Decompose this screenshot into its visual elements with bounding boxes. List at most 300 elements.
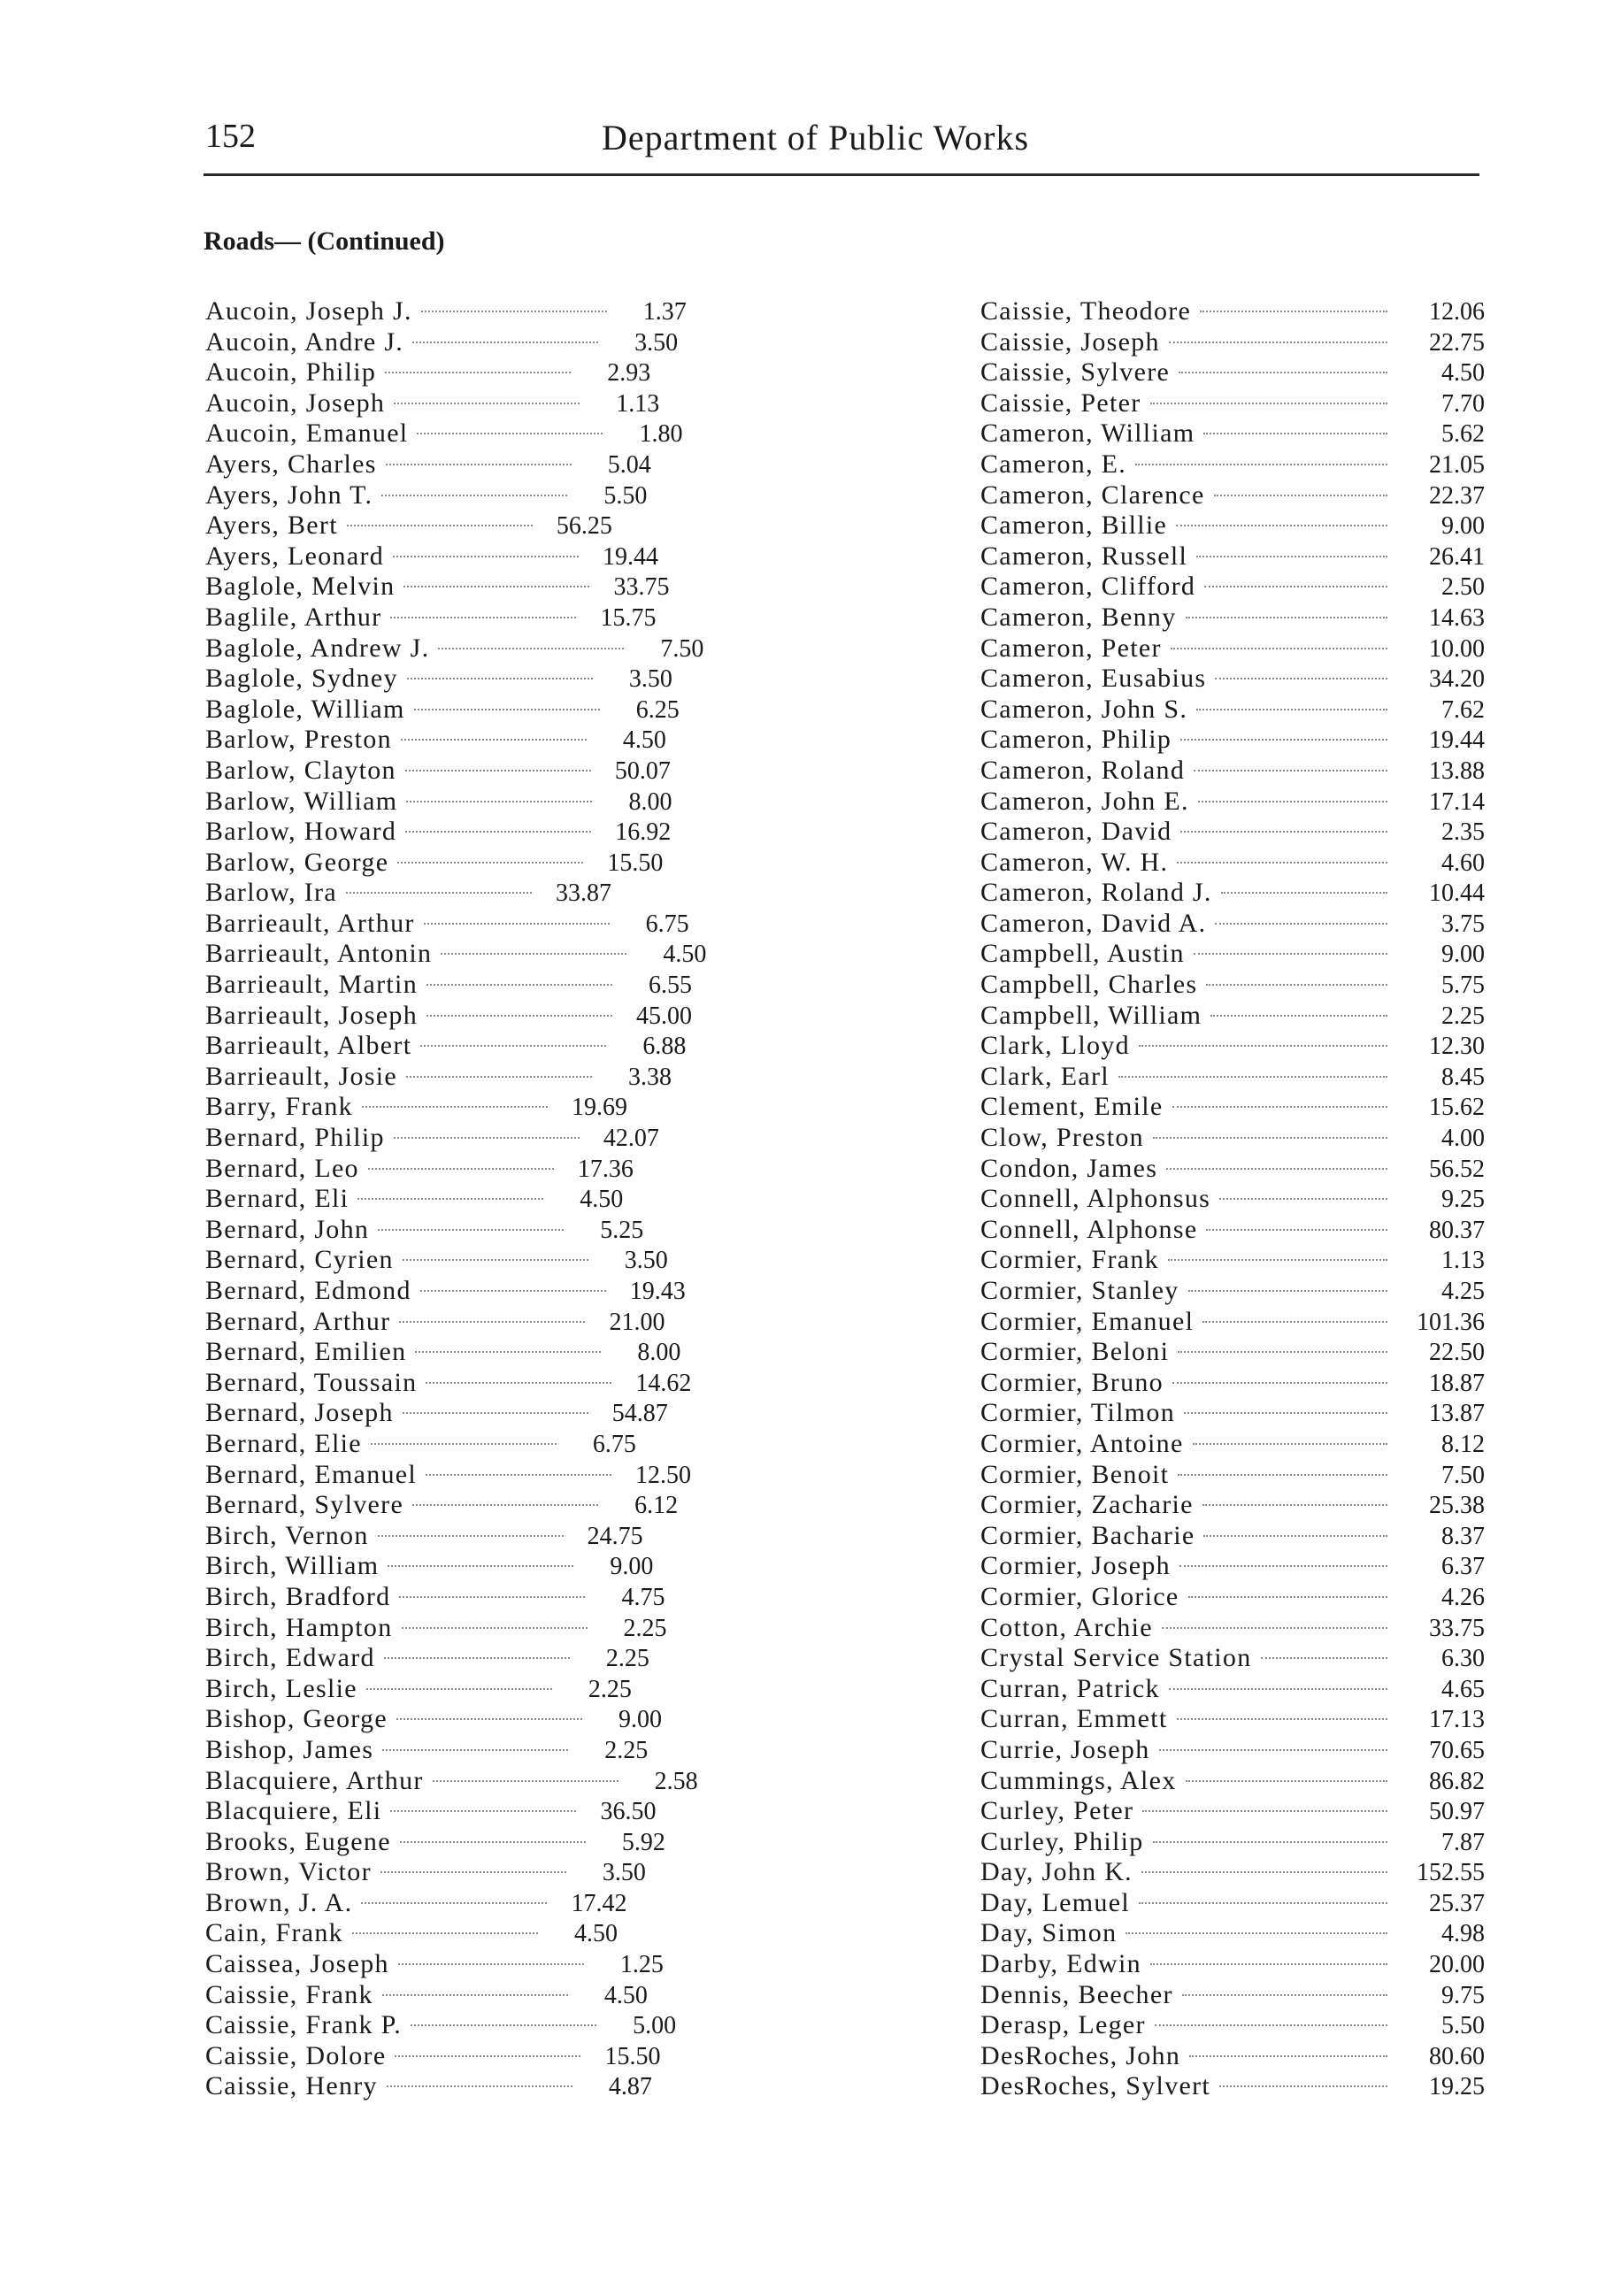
dot-leader (424, 923, 610, 925)
payee-name: Cummings, Alex (980, 1765, 1177, 1795)
payee-name: Cormier, Bacharie (980, 1520, 1195, 1550)
dot-leader (397, 862, 583, 864)
payee-name: Day, Lemuel (980, 1887, 1130, 1917)
payment-amount: 22.75 (1429, 328, 1485, 357)
payment-amount: 17.14 (1429, 787, 1485, 816)
list-item (205, 1888, 754, 1919)
dot-leader (1179, 372, 1387, 373)
payee-name: Cameron, Russell (980, 541, 1188, 571)
payment-amount: 3.38 (628, 1063, 672, 1091)
payment-amount: 33.87 (555, 879, 611, 908)
dot-leader (380, 1871, 566, 1873)
payment-amount: 9.25 (1441, 1186, 1485, 1214)
list-item (205, 909, 754, 940)
dot-leader (1177, 862, 1387, 864)
payment-amount: 2.58 (654, 1767, 698, 1795)
payee-name: Cameron, W. H. (980, 847, 1169, 877)
payment-amount: 2.25 (1441, 1002, 1485, 1030)
payee-name: Cameron, Benny (980, 602, 1177, 632)
list-item (205, 1398, 754, 1429)
payment-amount: 25.38 (1429, 1492, 1485, 1520)
list-item (980, 1429, 1485, 1460)
dot-leader (1261, 1657, 1387, 1659)
payment-amount: 12.06 (1429, 298, 1485, 326)
payment-amount: 8.37 (1441, 1522, 1485, 1550)
payee-name: Barrieault, Arthur (205, 908, 415, 938)
payee-name: Cormier, Benoit (980, 1459, 1170, 1489)
payment-amount: 45.00 (636, 1002, 693, 1030)
payment-amount: 9.00 (618, 1706, 662, 1734)
list-item (980, 449, 1485, 480)
payment-amount: 101.36 (1417, 1308, 1485, 1336)
dot-leader (346, 892, 532, 894)
dot-leader (406, 1076, 592, 1078)
payee-name: Cameron, Clifford (980, 572, 1196, 602)
dot-leader (405, 831, 591, 833)
list-item (980, 1582, 1485, 1613)
payee-name: Blacquiere, Arthur (205, 1765, 424, 1795)
payment-amount: 6.30 (1441, 1645, 1485, 1673)
payment-amount: 3.75 (1441, 910, 1485, 938)
header-rule (204, 173, 1479, 176)
list-item (205, 878, 754, 909)
list-item (980, 1857, 1485, 1888)
list-item (980, 388, 1485, 419)
list-item (205, 1766, 754, 1797)
payment-amount: 2.50 (1441, 573, 1485, 602)
payee-name: Aucoin, Joseph J. (205, 296, 412, 326)
list-item (205, 634, 754, 664)
payee-name: Caissie, Frank P. (205, 2010, 403, 2040)
dot-leader (417, 433, 603, 434)
dot-leader (385, 372, 571, 373)
dot-leader (1188, 1290, 1387, 1292)
dot-leader (1150, 1963, 1387, 1965)
dot-leader (441, 953, 626, 955)
payment-amount: 86.82 (1429, 1767, 1485, 1795)
payment-amount: 9.00 (1441, 512, 1485, 541)
payment-amount: 50.97 (1429, 1798, 1485, 1826)
payment-amount: 5.92 (621, 1828, 665, 1856)
payment-amount: 16.92 (615, 818, 672, 847)
payee-name: Clark, Lloyd (980, 1031, 1130, 1061)
payee-name: Caissie, Frank (205, 1979, 373, 2009)
payment-amount: 6.75 (645, 910, 689, 938)
dot-leader (426, 1474, 611, 1476)
list-item (980, 1888, 1485, 1919)
payee-name: Baglole, Melvin (205, 572, 396, 602)
payment-amount: 56.52 (1429, 1155, 1485, 1183)
payee-name: Birch, Leslie (205, 1673, 357, 1703)
list-item (980, 1521, 1485, 1552)
list-item (980, 1613, 1485, 1644)
payee-name: Cameron, Philip (980, 725, 1172, 755)
list-item (980, 1980, 1485, 2011)
payment-amount: 4.65 (1441, 1675, 1485, 1703)
payment-amount: 22.37 (1429, 481, 1485, 510)
dot-leader (394, 403, 580, 404)
dot-leader (386, 464, 572, 465)
list-item (980, 480, 1485, 511)
payment-amount: 4.50 (573, 1920, 618, 1948)
list-item (205, 664, 754, 695)
dot-leader (1194, 770, 1387, 772)
payment-amount: 1.80 (639, 420, 683, 449)
dot-leader (1198, 801, 1387, 802)
payment-amount: 2.25 (623, 1614, 667, 1642)
list-item (980, 1276, 1485, 1307)
payment-amount: 2.25 (605, 1645, 649, 1673)
payment-amount: 19.43 (629, 1278, 686, 1305)
list-item (980, 1031, 1485, 1062)
payee-name: DesRoches, Sylvert (980, 2071, 1211, 2101)
dot-leader (414, 709, 600, 710)
list-item (980, 1062, 1485, 1093)
dot-leader (1202, 1504, 1387, 1506)
payee-name: Bernard, John (205, 1214, 370, 1244)
payment-amount: 5.75 (1441, 971, 1485, 1000)
payment-amount: 4.26 (1441, 1583, 1485, 1611)
payment-amount: 5.25 (600, 1216, 644, 1244)
list-item (980, 1490, 1485, 1521)
dot-leader (433, 1780, 618, 1782)
dot-leader (361, 1902, 547, 1904)
payment-amount: 33.75 (1429, 1614, 1485, 1642)
dot-leader (390, 617, 576, 618)
payee-name: Barlow, Preston (205, 725, 392, 755)
payment-amount: 7.62 (1441, 695, 1485, 724)
list-item (980, 1001, 1485, 1032)
payment-amount: 50.07 (614, 756, 671, 785)
list-item (980, 2041, 1485, 2072)
list-item (205, 1062, 754, 1093)
dot-leader (1206, 1229, 1387, 1231)
payment-amount: 4.50 (1441, 359, 1485, 388)
payee-name: Cormier, Zacharie (980, 1490, 1194, 1520)
list-item (980, 787, 1485, 818)
payment-amount: 4.50 (603, 1981, 648, 2009)
payment-amount: 54.87 (611, 1400, 668, 1428)
payment-amount: 4.75 (621, 1583, 665, 1611)
list-item (205, 603, 754, 634)
list-item (980, 541, 1485, 572)
dot-leader (1179, 1565, 1387, 1567)
dot-leader (1193, 1443, 1387, 1445)
list-item (980, 756, 1485, 787)
payee-name: Birch, Vernon (205, 1520, 369, 1550)
payment-amount: 13.87 (1429, 1400, 1485, 1428)
payee-name: Day, Simon (980, 1918, 1118, 1948)
dot-leader (1142, 1810, 1387, 1812)
list-item (205, 1980, 754, 2011)
dot-leader (403, 1259, 588, 1261)
payment-amount: 33.75 (613, 573, 670, 602)
dot-leader (366, 1688, 552, 1690)
dot-leader (401, 739, 587, 741)
dot-leader (1178, 1474, 1387, 1476)
payee-name: Bernard, Edmond (205, 1276, 411, 1305)
dot-leader (399, 1321, 585, 1323)
payee-name: Cormier, Antoine (980, 1428, 1184, 1458)
payment-amount: 9.00 (1441, 941, 1485, 969)
dot-leader (378, 1535, 564, 1537)
dot-leader (1155, 2024, 1387, 2026)
payment-amount: 6.55 (649, 971, 692, 1000)
list-item (980, 1551, 1485, 1582)
list-item (205, 1307, 754, 1338)
payment-amount: 19.44 (603, 542, 659, 571)
list-item (205, 1582, 754, 1613)
payee-name: Baglole, Sydney (205, 664, 398, 694)
dot-leader (1200, 311, 1387, 312)
payment-amount: 8.45 (1441, 1063, 1485, 1091)
dot-leader (381, 495, 567, 496)
list-item (205, 1215, 754, 1246)
payment-amount: 17.42 (571, 1889, 627, 1917)
list-item (205, 419, 754, 449)
payment-amount: 9.00 (610, 1553, 654, 1581)
dot-leader (1184, 1412, 1387, 1414)
dot-leader (1219, 2085, 1387, 2087)
payment-amount: 6.75 (592, 1430, 636, 1458)
list-item (205, 1613, 754, 1644)
payee-name: Caissie, Sylvere (980, 357, 1171, 388)
payee-name: Baglole, Andrew J. (205, 633, 430, 663)
list-item (980, 1827, 1485, 1858)
payment-amount: 3.50 (602, 1859, 646, 1887)
payment-amount: 4.50 (663, 941, 707, 969)
list-item (980, 970, 1485, 1001)
list-item (205, 1521, 754, 1552)
payee-name: Bernard, Toussain (205, 1367, 418, 1397)
dot-leader (378, 1229, 564, 1231)
payment-amount: 4.87 (608, 2073, 652, 2101)
payee-name: Crystal Service Station (980, 1643, 1252, 1673)
list-item (980, 695, 1485, 726)
dot-leader (1203, 433, 1387, 434)
payee-name: Campbell, Austin (980, 939, 1185, 969)
dot-leader (420, 1045, 606, 1047)
payee-name: Cameron, John E. (980, 786, 1189, 816)
payment-amount: 80.37 (1429, 1216, 1485, 1244)
list-item (205, 2071, 754, 2102)
list-item (980, 1398, 1485, 1429)
payee-name: Cormier, Emanuel (980, 1306, 1195, 1336)
payment-amount: 10.44 (1429, 879, 1485, 908)
payee-name: Cameron, Clarence (980, 480, 1205, 510)
list-item (205, 1857, 754, 1888)
dot-leader (393, 556, 579, 557)
dot-leader (1135, 464, 1387, 465)
dot-leader (1171, 648, 1387, 649)
payee-name: Connell, Alphonsus (980, 1184, 1211, 1214)
payment-amount: 56.25 (556, 512, 612, 541)
dot-leader (415, 1351, 601, 1353)
payee-name: Day, John K. (980, 1857, 1133, 1887)
payment-amount: 2.25 (604, 1736, 649, 1764)
payee-name: Cameron, Roland (980, 755, 1186, 785)
dot-leader (403, 1412, 588, 1414)
dot-leader (1194, 953, 1387, 955)
list-item (980, 725, 1485, 756)
payee-name: Bernard, Cyrien (205, 1245, 394, 1275)
payment-amount: 14.63 (1429, 603, 1485, 632)
dot-leader (1204, 586, 1387, 587)
list-item (205, 1429, 754, 1460)
payee-name: Aucoin, Andre J. (205, 326, 404, 357)
dot-leader (1196, 556, 1387, 557)
payee-name: Barrieault, Albert (205, 1031, 412, 1061)
payee-name: Cameron, Eusabius (980, 664, 1207, 694)
list-item (205, 695, 754, 726)
list-item (980, 634, 1485, 664)
dot-leader (407, 678, 593, 680)
list-item (205, 1123, 754, 1154)
dot-leader (1188, 1596, 1387, 1598)
list-item (980, 1245, 1485, 1276)
list-item (980, 939, 1485, 970)
payee-name: Dennis, Beecher (980, 1979, 1173, 2009)
payee-name: Birch, Edward (205, 1643, 375, 1673)
payment-amount: 7.50 (1441, 1461, 1485, 1489)
payment-amount: 19.44 (1429, 726, 1485, 755)
list-item (980, 1460, 1485, 1491)
payee-name: Currie, Joseph (980, 1734, 1150, 1764)
dot-leader (426, 984, 612, 986)
payment-amount: 21.05 (1429, 450, 1485, 479)
dot-leader (1176, 525, 1387, 526)
payee-name: DesRoches, John (980, 2040, 1181, 2070)
dot-leader (387, 2085, 572, 2087)
payee-name: Bernard, Emanuel (205, 1459, 418, 1489)
payment-amount: 80.60 (1429, 2042, 1485, 2070)
list-item (980, 603, 1485, 634)
dot-leader (1215, 678, 1387, 680)
dot-leader (1139, 1902, 1387, 1904)
dot-leader (395, 2055, 580, 2057)
dot-leader (399, 1596, 585, 1598)
payee-name: Darby, Edwin (980, 1949, 1141, 1979)
payment-amount: 8.00 (628, 787, 672, 816)
list-item (205, 756, 754, 787)
list-item (205, 1031, 754, 1062)
list-item (980, 848, 1485, 879)
list-item (980, 1154, 1485, 1185)
payment-amount: 13.88 (1429, 756, 1485, 785)
payee-name: Bernard, Emilien (205, 1337, 407, 1367)
dot-leader (1141, 1871, 1387, 1873)
dot-leader (352, 1932, 538, 1934)
payment-amount: 3.50 (624, 1247, 668, 1275)
payment-amount: 34.20 (1429, 665, 1485, 694)
payment-amount: 5.00 (633, 2012, 677, 2040)
payee-name: Campbell, Charles (980, 970, 1198, 1000)
payment-amount: 19.25 (1429, 2073, 1485, 2101)
dot-leader (347, 525, 533, 526)
list-item (205, 1245, 754, 1276)
payee-name: Birch, Bradford (205, 1581, 391, 1611)
dot-leader (1177, 1718, 1388, 1720)
payment-amount: 4.50 (622, 726, 666, 755)
list-item (205, 1490, 754, 1521)
payee-name: Cameron, William (980, 419, 1195, 449)
list-item (205, 787, 754, 818)
payee-name: Barlow, Ira (205, 878, 337, 908)
list-item (205, 1551, 754, 1582)
dot-leader (1178, 1351, 1387, 1353)
list-item (205, 1796, 754, 1827)
payment-amount: 5.50 (603, 481, 648, 510)
dot-leader (412, 342, 598, 343)
dot-leader (362, 1106, 548, 1108)
dot-leader (1180, 831, 1387, 833)
payment-amount: 6.37 (1441, 1553, 1485, 1581)
payee-name: Blacquiere, Eli (205, 1796, 382, 1826)
section-heading: Roads— (Continued) (204, 227, 445, 256)
list-item (980, 511, 1485, 541)
list-item (980, 1092, 1485, 1123)
list-item (980, 878, 1485, 909)
payee-name: Cameron, Billie (980, 511, 1168, 541)
payee-name: Cormier, Beloni (980, 1337, 1170, 1367)
list-item (205, 1674, 754, 1705)
payee-name: Caissie, Dolore (205, 2040, 387, 2070)
dot-leader (1172, 1106, 1388, 1108)
payment-amount: 7.50 (660, 634, 704, 663)
list-item (980, 327, 1485, 358)
payment-amount: 42.07 (603, 1125, 659, 1153)
payment-amount: 4.25 (1441, 1278, 1485, 1305)
list-item (980, 909, 1485, 940)
payment-amount: 7.87 (1441, 1828, 1485, 1856)
payee-name: Bernard, Eli (205, 1184, 350, 1214)
payment-amount: 5.62 (1441, 420, 1485, 449)
payee-name: Cameron, Peter (980, 633, 1162, 663)
dot-leader (1172, 1382, 1387, 1384)
list-item (205, 2041, 754, 2072)
payment-amount: 12.50 (635, 1461, 692, 1489)
payee-name: Bernard, Sylvere (205, 1490, 404, 1520)
payment-amount: 12.30 (1429, 1033, 1485, 1061)
payment-amount: 3.50 (634, 328, 679, 357)
list-item (205, 1001, 754, 1032)
page-number: 152 (205, 118, 256, 155)
payment-amount: 8.00 (637, 1339, 681, 1367)
payment-amount: 19.69 (571, 1094, 627, 1122)
list-item (980, 1766, 1485, 1797)
payee-name: Clark, Earl (980, 1061, 1110, 1091)
list-item (205, 939, 754, 970)
payee-name: Aucoin, Philip (205, 357, 377, 388)
payee-name: Clow, Preston (980, 1123, 1144, 1153)
payee-name: Bernard, Elie (205, 1428, 362, 1458)
payment-amount: 14.62 (635, 1369, 692, 1397)
list-item (205, 1827, 754, 1858)
payment-amount: 17.36 (577, 1155, 634, 1183)
list-item (205, 1460, 754, 1491)
payment-amount: 15.62 (1429, 1094, 1485, 1122)
dot-leader (1180, 739, 1387, 741)
dot-leader (420, 1290, 606, 1292)
payee-name: Ayers, Charles (205, 449, 377, 479)
payee-name: Cameron, E. (980, 449, 1127, 479)
list-item (980, 1918, 1485, 1949)
list-item (980, 1123, 1485, 1154)
payment-amount: 15.50 (607, 849, 664, 877)
list-item (205, 1949, 754, 1980)
payee-name: Cotton, Archie (980, 1612, 1153, 1642)
list-item (980, 1704, 1485, 1735)
